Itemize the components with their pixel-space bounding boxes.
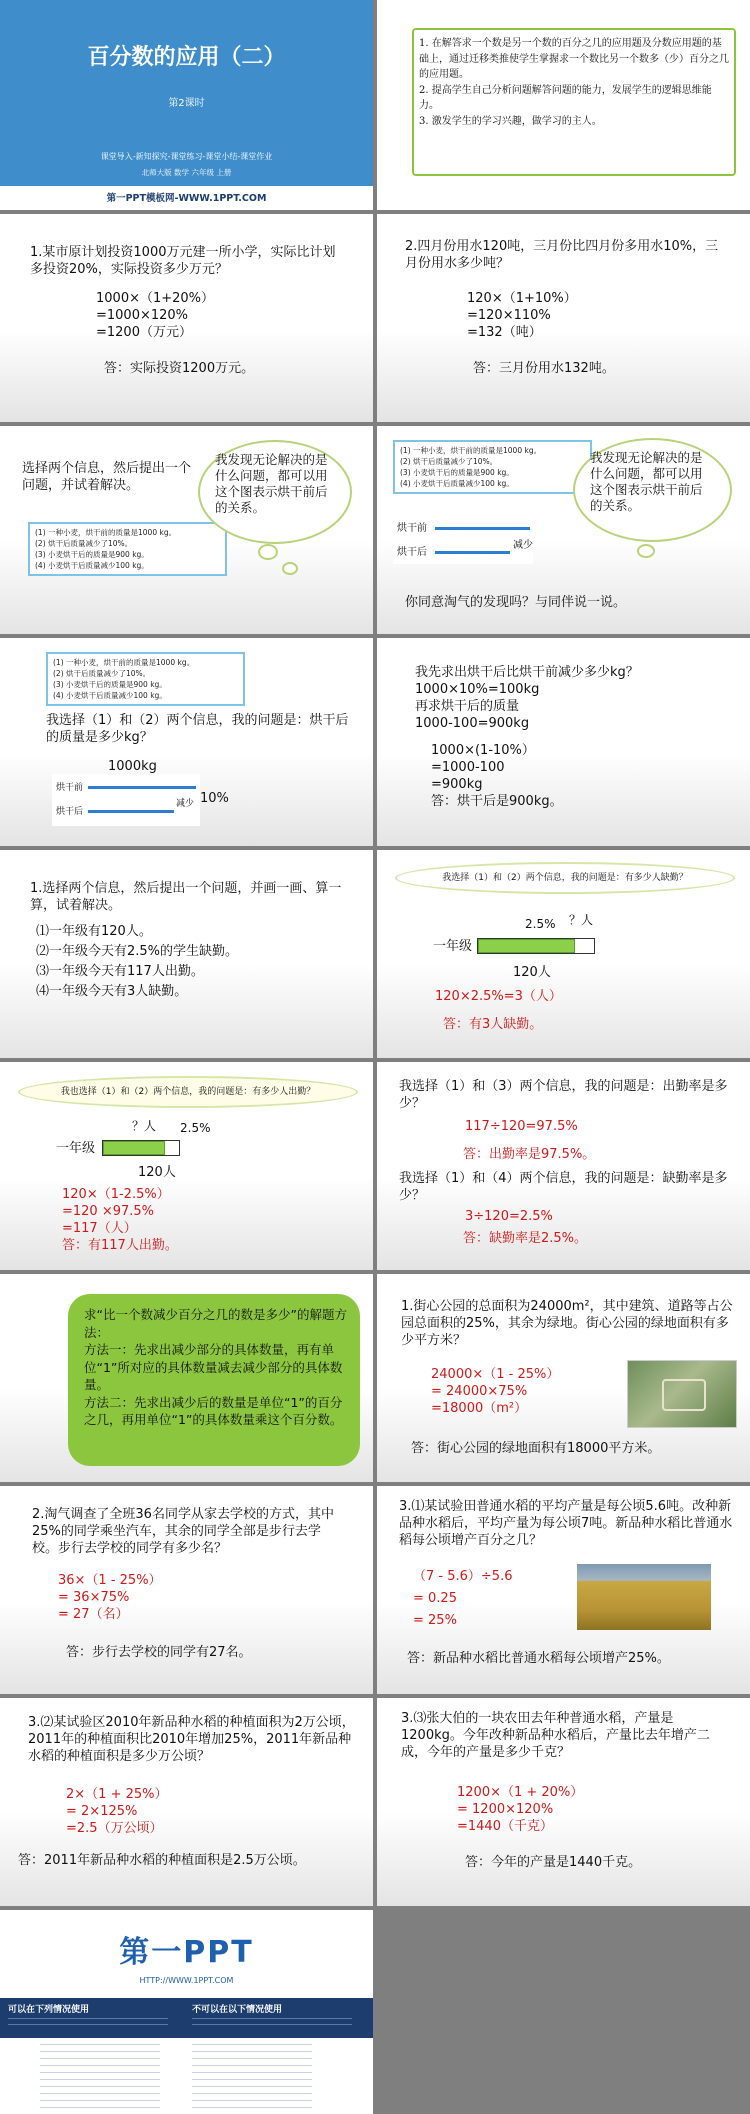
- thought-bubble-text: 我发现无论解决的是什么问题，都可以用这个图表示烘干前后的关系。: [590, 450, 703, 513]
- bubble-dot: [258, 544, 278, 560]
- slide-5: [0, 426, 373, 634]
- answer-text: 答：街心公园的绿地面积有18000平方米。: [411, 1441, 661, 1456]
- end-link-list-left: [40, 2044, 160, 2108]
- slide-13: [0, 1274, 373, 1482]
- answer-text: 答：实际投资1200万元。: [104, 361, 255, 376]
- prompt-text: 你同意淘气的发现吗？与同伴说一说。: [405, 595, 627, 610]
- calc-text: 24000×（1 - 25%） = 24000×75% =18000（m²）: [431, 1367, 560, 1416]
- title-slide: [0, 0, 373, 210]
- lesson-book: 北师大版 数学 六年级 上册: [141, 168, 232, 177]
- end-slide: [0, 1910, 373, 2114]
- answer-text: 答：新品种水稻比普通水稻每公顷增产25%。: [407, 1651, 670, 1666]
- end-link-list-right: [192, 2044, 312, 2108]
- absent-bar: [478, 939, 575, 953]
- park-plaza: [662, 1379, 706, 1411]
- answer-text: 答：步行去学校的同学有27名。: [66, 1645, 252, 1660]
- lesson-title: 百分数的应用（二）: [87, 45, 286, 70]
- site-text: 第一PPT模板网-WWW.1PPT.COM: [106, 193, 267, 204]
- question-text: 1.街心公园的总面积为24000m²，其中建筑、道路等占公园总面积的25%，其余为绿地。街心公园的绿地面积有多少平方米？: [401, 1299, 733, 1348]
- before-bar: [88, 786, 196, 789]
- answer-text: 答：有3人缺勤。: [443, 1017, 543, 1032]
- info-list-box: (1) 一种小麦，烘干前的质量是1000 kg。 (2) 烘干后质量减少了10%。 (3) 小麦烘干后的质量是900 kg。 (4) 小麦烘干后质量减少100 kg。: [393, 440, 592, 494]
- unknown-label: ？人: [569, 913, 594, 927]
- calc-text: 2×（1 + 25%） = 2×125% =2.5（万公顷）: [66, 1787, 168, 1836]
- slide-3: [0, 214, 373, 422]
- work-text: 1000×(1-10%） =1000-100 =900kg 答：烘干后是900kg。: [431, 743, 563, 809]
- calc-text: （7 - 5.6）÷5.6 = 0.25 = 25%: [413, 1569, 513, 1628]
- question-text: 3.⑵某试验区2010年新品种水稻的种植面积为2万公顷，2011年的种植面积比2010年增加25%，2011年新品种水稻的种植面积是多少万公顷？: [28, 1715, 355, 1764]
- percent-label: 10%: [200, 791, 229, 806]
- present-bar: [103, 1141, 165, 1155]
- label-after: 烘干后: [397, 547, 427, 558]
- bubble-dot: [282, 562, 298, 575]
- after-bar: [88, 810, 174, 813]
- slide-18: [377, 1698, 750, 1906]
- grade-label: 一年级: [433, 939, 473, 954]
- percent-label: 2.5%: [180, 1121, 211, 1135]
- can-use-lines: [8, 2018, 168, 2030]
- slide-17: [0, 1698, 373, 1906]
- answer-1: 答：出勤率是97.5%。: [463, 1147, 596, 1162]
- answer-text: 答：2011年新品种水稻的种植面积是2.5万公顷。: [18, 1853, 306, 1868]
- question-text: 3.⑶张大伯的一块农田去年种普通水稻，产量是1200kg。今年改种新品种水稻后，产量比去年增产二成，今年的产量是多少千克？: [401, 1711, 710, 1760]
- answer-text: 答：三月份用水132吨。: [473, 361, 615, 376]
- question-2: 我选择（1）和（4）两个信息，我的问题是：缺勤率是多少？: [399, 1171, 728, 1203]
- park-photo: [627, 1360, 737, 1428]
- total-label: 120人: [513, 965, 551, 980]
- info-items: ⑴一年级有120人。 ⑵一年级今天有2.5%的学生缺勤。 ⑶一年级今天有117人出勤。 ⑷一年级今天有3人缺勤。: [36, 924, 239, 999]
- answer-2: 答：缺勤率是2.5%。: [463, 1231, 588, 1246]
- lesson-sections: 课堂导入-新知探究-课堂练习-课堂小结-课堂作业: [100, 152, 273, 161]
- percent-label: 2.5%: [525, 917, 556, 931]
- label-less: 减少: [176, 799, 195, 809]
- calc-text: 120×2.5%=3（人）: [435, 989, 562, 1004]
- end-info-panel: [0, 1998, 373, 2038]
- label-less: 减少: [513, 540, 533, 551]
- slide-9: [0, 850, 373, 1058]
- calc-text: 120×（1-2.5%） =120 ×97.5% =117（人） 答：有117人出勤。: [62, 1187, 178, 1253]
- cannot-use-lines: [192, 2018, 352, 2030]
- rice-photo: [577, 1564, 711, 1630]
- prompt-text: 选择两个信息，然后提出一个问题，并试着解决。: [22, 461, 192, 493]
- slide-10: [377, 850, 750, 1058]
- end-url: HTTP://WWW.1PPT.COM: [139, 1976, 234, 1985]
- bubble-dot: [637, 544, 655, 558]
- label-before: 烘干前: [397, 523, 427, 534]
- grade-label: 一年级: [56, 1141, 96, 1156]
- method-text: 我先求出烘干后比烘干前减少多少kg？ 1000×10%=100kg 再求烘干后的质量 1000-100=900kg: [415, 665, 639, 731]
- top-label: 1000kg: [108, 759, 157, 774]
- question-cloud-text: 我也选择（1）和（2）两个信息，我的问题是：有多少人出勤？: [60, 1087, 316, 1097]
- slide-15: [0, 1486, 373, 1694]
- calc-2: 3÷120=2.5%: [465, 1209, 553, 1224]
- slide-4: [377, 214, 750, 422]
- after-bar: [435, 551, 510, 554]
- slide-11: [0, 1062, 373, 1270]
- method-text: 求“比一个数减少百分之几的数是多少”的解题方法： 方法一：先求出减少部分的具体数量，再有单位“1”所对应的具体数量减去减少部分的具体数量。 方法二：先求出减少后的数量是单位“1”的百分之几，再用单位“1”的具体数量乘这个百分数。: [84, 1307, 347, 1427]
- slide-14: [377, 1274, 750, 1482]
- calc-text: 36×（1 - 25%） = 36×75% = 27（名）: [58, 1573, 162, 1622]
- label-before: 烘干前: [56, 783, 84, 793]
- calc-text: 1200×（1 + 20%） = 1200×120% =1440（千克）: [457, 1785, 584, 1834]
- site-banner: [0, 186, 373, 210]
- answer-text: 答：今年的产量是1440千克。: [465, 1855, 642, 1870]
- total-label: 120人: [138, 1165, 176, 1180]
- question-text: 3.⑴某试验田普通水稻的平均产量是每公顷5.6吨。改种新品种水稻后，平均产量为每公顷7吨。新品种水稻比普通水稻每公顷增产百分之几？: [399, 1499, 733, 1548]
- question-text: 1.某市原计划投资1000万元建一所小学，实际比计划多投资20%，实际投资多少万元？: [30, 245, 336, 277]
- slide-8: [377, 638, 750, 846]
- goals-text: 1. 在解答求一个数是另一个数的百分之几的应用题及分数应用题的基础上，通过迁移类推使学生掌握求一个数比另一个数多（少）百分之几的应用题。 2. 提高学生自己分析问题解答问题的能力，发展学生的逻辑思维能力。 3. 激发学生的学习兴趣，做学习的主人。: [419, 38, 729, 127]
- work-text: 1000×（1+20%） =1000×120% =1200（万元）: [96, 291, 215, 340]
- can-use-title: 可以在下列情况使用: [8, 2005, 90, 2015]
- question-text: 2.四月份用水120吨，三月份比四月份多用水10%，三月份用水多少吨？: [405, 239, 719, 271]
- slide-6: [377, 426, 750, 634]
- before-bar: [435, 527, 530, 530]
- info-list-box: (1) 一种小麦，烘干前的质量是1000 kg。 (2) 烘干后质量减少了10%。 (3) 小麦烘干后的质量是900 kg。 (4) 小麦烘干后质量减少100 kg。: [28, 522, 227, 576]
- goals-slide: [377, 0, 750, 210]
- calc-1: 117÷120=97.5%: [465, 1119, 578, 1134]
- label-after: 烘干后: [56, 807, 84, 817]
- end-logo: 第一PPT: [119, 1935, 254, 1970]
- question-1: 我选择（1）和（3）两个信息，我的问题是：出勤率是多少？: [399, 1079, 728, 1111]
- info-list-box: (1) 一种小麦，烘干前的质量是1000 kg。 (2) 烘干后质量减少了10%。 (3) 小麦烘干后的质量是900 kg。 (4) 小麦烘干后质量减少100 kg。: [46, 652, 245, 706]
- question-text: 1.选择两个信息，然后提出一个问题，并画一画、算一算，试着解决。: [30, 881, 342, 913]
- question-text: 2.淘气调查了全班36名同学从家去学校的方式，其中25%的同学乘坐汽车，其余的同学全部是步行去学校。步行去学校的同学有多少名？: [32, 1507, 334, 1556]
- unknown-label: ？人: [132, 1119, 157, 1133]
- lesson-number: 第2课时: [168, 98, 205, 109]
- work-text: 120×（1+10%） =120×110% =132（吨）: [467, 291, 577, 340]
- thought-bubble-text: 我发现无论解决的是什么问题，都可以用这个图表示烘干前后的关系。: [215, 452, 328, 515]
- slide-7: [0, 638, 373, 846]
- question-text: 我选择（1）和（2）两个信息，我的问题是：烘干后的质量是多少kg？: [46, 713, 349, 745]
- cannot-use-title: 不可以在以下情况使用: [192, 2005, 283, 2015]
- question-cloud-text: 我选择（1）和（2）两个信息，我的问题是：有多少人缺勤？: [442, 873, 688, 883]
- slide-12: [377, 1062, 750, 1270]
- slide-16: [377, 1486, 750, 1694]
